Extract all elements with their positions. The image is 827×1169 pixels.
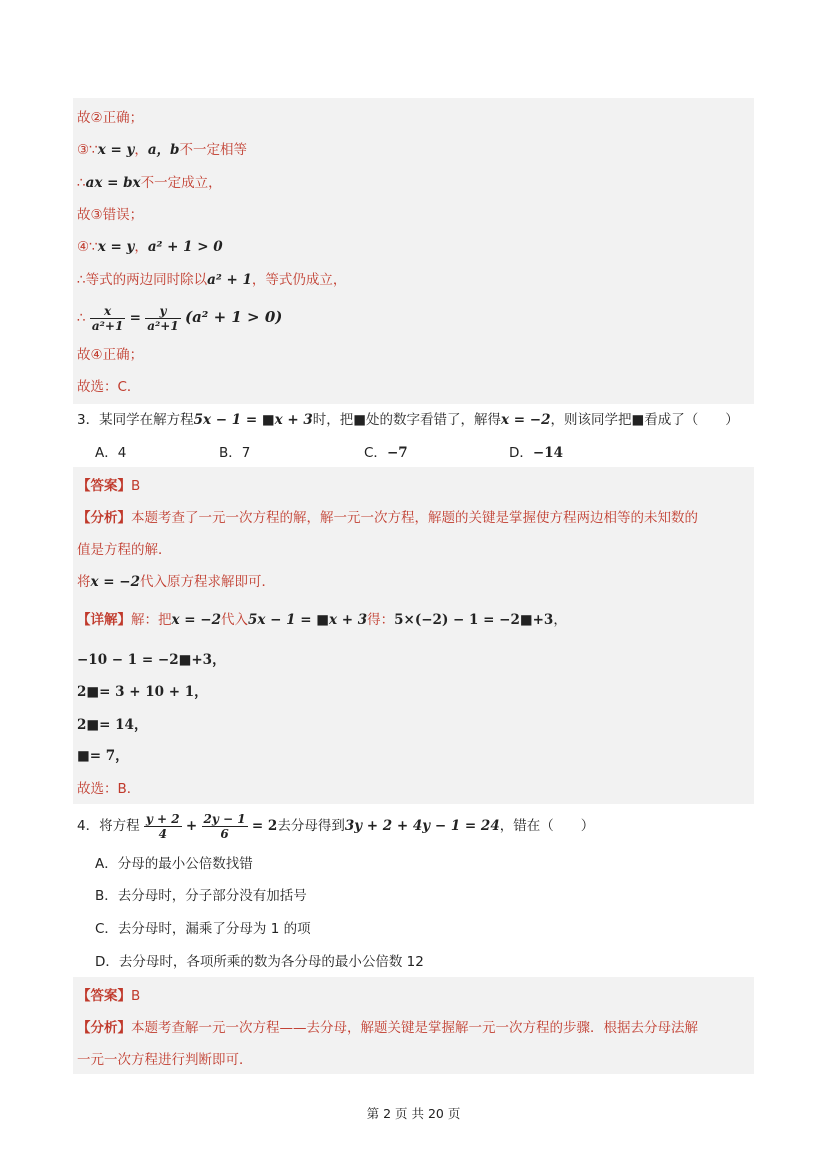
analysis-line: 【分析】本题考查了一元一次方程的解，解一元一次方程，解题的关键是掌握使方程两边相等的未知数的: [77, 510, 698, 526]
option-b: B．去分母时，分子部分没有加括号: [95, 888, 307, 904]
fraction-equation-line: ∴ $\frac{x}{\text{a²+1}}$ = $\frac{y}{\text{a²+1}}$ (a² + 1 > 0): [77, 303, 283, 333]
detail-step: 2■= 3 + 10 + 1，: [77, 684, 208, 700]
answer-line: 【答案】B: [77, 478, 141, 494]
option-a: A．分母的最小公倍数找错: [95, 856, 253, 872]
option-d: D．去分母时，各项所乘的数为各分母的最小公倍数 12: [95, 954, 424, 970]
text-line: ∴ax = bx不一定成立，: [77, 175, 222, 191]
text-line: 故③错误；: [77, 207, 144, 223]
text-line: ③∵x = y，a，b不一定相等: [77, 142, 247, 158]
fraction: $\frac{2y - 1}{6}$: [203, 811, 246, 841]
detail-step: ■= 7，: [77, 748, 129, 764]
analysis-line: 将x = −2代入原方程求解即可．: [77, 574, 275, 590]
option-c: C．去分母时，漏乘了分母为 1 的项: [95, 921, 311, 937]
text-line: 故②正确；: [77, 110, 144, 126]
option-d: D．−14: [509, 445, 564, 461]
text-line: ④∵x = y，a² + 1 > 0: [77, 239, 223, 255]
text-line: 故选：C．: [77, 379, 141, 395]
analysis-line: 【分析】本题考查解一元一次方程——去分母，解题关键是掌握解一元一次方程的步骤．根据去分母法解: [77, 1020, 698, 1036]
analysis-line: 值是方程的解．: [77, 542, 172, 558]
detail-step: 2■= 14，: [77, 717, 148, 733]
question-4-stem: 4．将方程 $\frac{y + 2}{4}$ + $\frac{2y - 1}{6}$ = 2去分母得到3y + 2 + 4y − 1 = 24，错在（ ）: [77, 811, 595, 841]
option-b: B．7: [219, 445, 251, 461]
fraction: $\frac{y + 2}{4}$: [145, 811, 180, 841]
detail-step: −10 − 1 = −2■+3，: [77, 652, 226, 668]
page-footer: 第 2 页 共 20 页: [366, 1106, 461, 1121]
analysis-line: 一元一次方程进行判断即可．: [77, 1052, 253, 1068]
text-line: 故④正确；: [77, 347, 144, 363]
text-line: ∴等式的两边同时除以a² + 1，等式仍成立，: [77, 272, 347, 288]
answer-line: 【答案】B: [77, 988, 141, 1004]
option-c: C．−7: [364, 445, 408, 461]
choose-line: 故选：B．: [77, 781, 141, 797]
fraction: $\frac{y}{\text{a²+1}}$: [147, 303, 179, 333]
detail-line: 【详解】解：把x = −2代入5x − 1 = ■x + 3得：5×(−2) − 1 = −2■+3，: [77, 612, 567, 628]
option-a: A．4: [95, 445, 127, 461]
question-3-stem: 3．某同学在解方程5x − 1 = ■x + 3时，把■处的数字看错了，解得x = −2，则该同学把■看成了（ ）: [77, 412, 739, 428]
fraction: $\frac{x}{\text{a²+1}}$: [91, 303, 124, 333]
